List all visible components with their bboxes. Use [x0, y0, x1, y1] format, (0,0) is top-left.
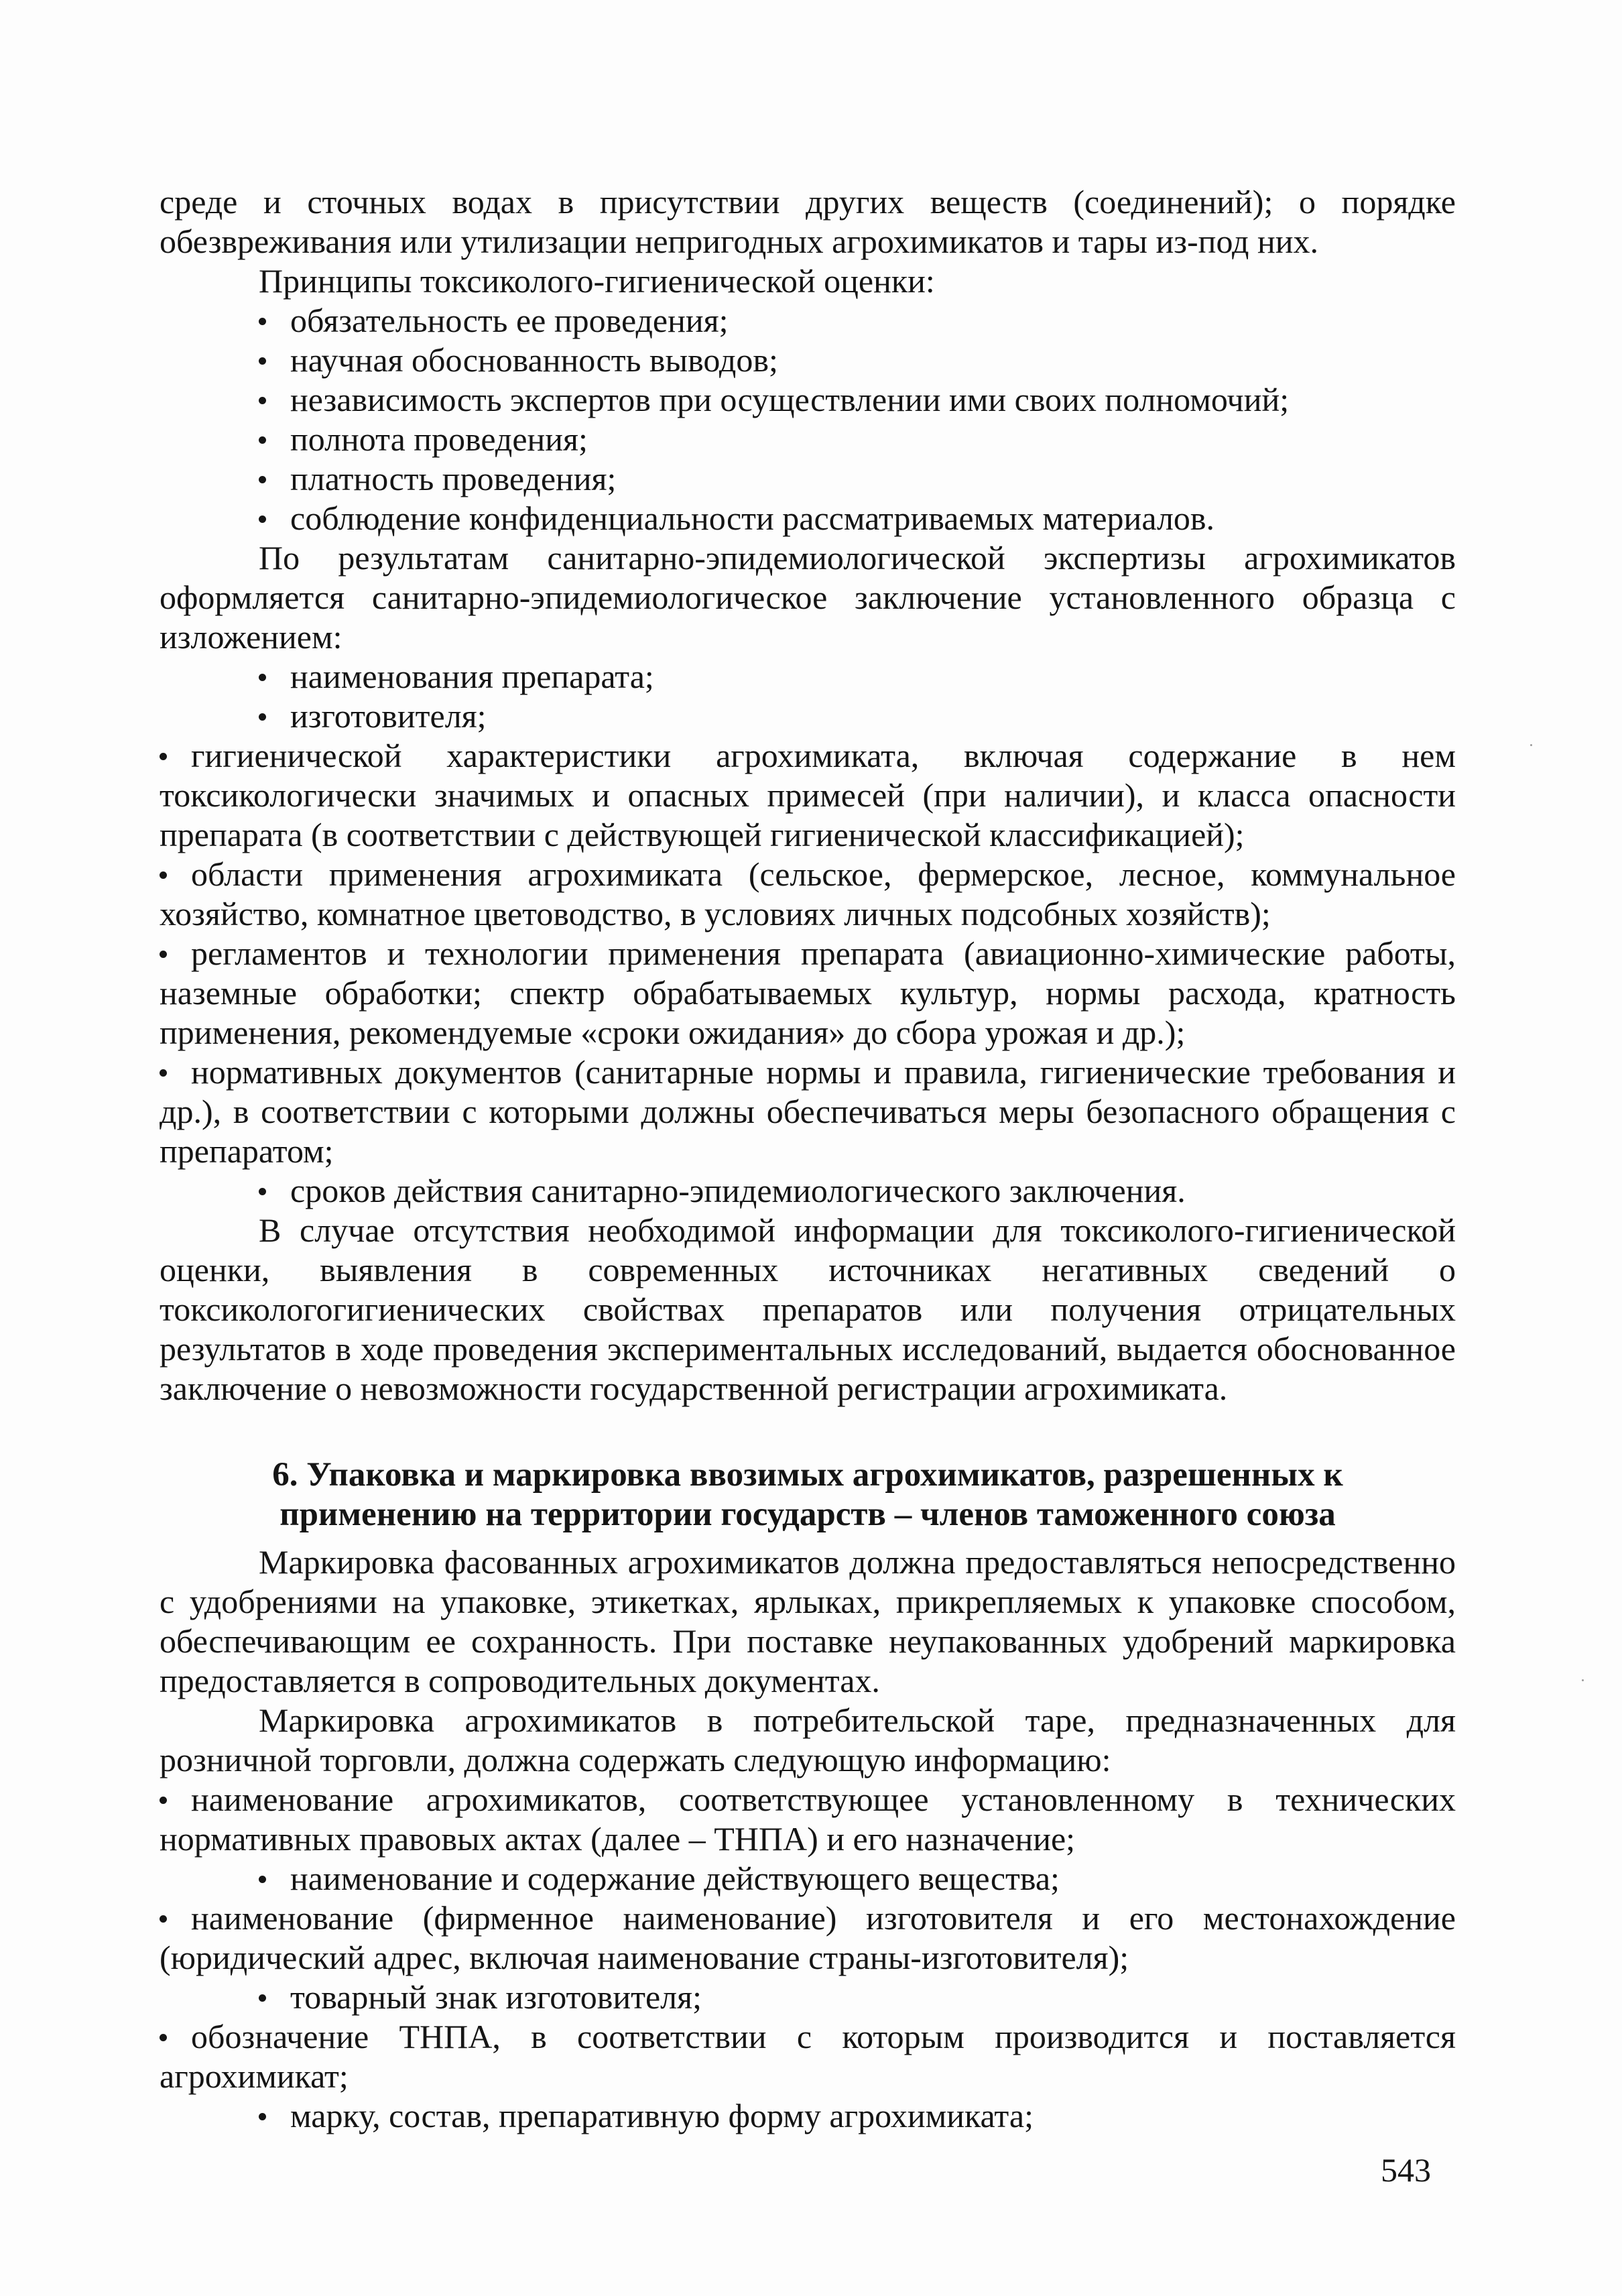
list-item: наименование (фирменное наименование) изготовителя и его местонахождение (юридический адрес, включая наименование страны-изготовителя); — [160, 1899, 1456, 1976]
list-item: марку, состав, препаративную форму агрохимиката; — [160, 2096, 1456, 2136]
list-item: обязательность ее проведения; — [160, 301, 1456, 341]
bullet-icon — [259, 357, 266, 365]
list-item: области применения агрохимиката (сельское, фермерское, лесное, коммунальное хозяйство, комнатное цветоводство, в условиях личных подсобных хозяйств); — [160, 855, 1456, 932]
list-item: независимость экспертов при осуществлении ими своих полномочий; — [160, 380, 1456, 420]
list-item: нормативных документов (санитарные нормы и правила, гигиенические требования и др.), в соответствии с которыми должны обеспечиваться меры безопасного обращения с препаратом; — [160, 1053, 1456, 1170]
bullet-icon — [259, 1188, 266, 1195]
bullet-icon — [160, 1069, 167, 1077]
list-item: товарный знак изготовителя; — [160, 1978, 1456, 2017]
paragraph: Маркировка фасованных агрохимикатов должна предоставляться непосредственно с удобрениями на упаковке, этикетках, ярлыках, прикрепляемых к упаковке способом, обеспечивающим ее сохранность. При поставке неупакованных удобрений маркировка предоставляется в сопроводительных документах. — [160, 1543, 1456, 1699]
bullet-icon — [160, 1797, 167, 1804]
page-number: 543 — [1381, 2151, 1431, 2189]
bullet-icon — [259, 674, 266, 681]
paragraph: Маркировка агрохимикатов в потребительской таре, предназначенных для розничной торговли, должна содержать следующую информацию: — [160, 1701, 1456, 1778]
section-heading-line: применению на территории государств – членов таможенного союза — [279, 1496, 1336, 1533]
bullet-icon — [259, 436, 266, 444]
bullet-icon — [160, 871, 167, 879]
paragraph: Принципы токсиколого-гигиенической оценки: — [259, 262, 935, 300]
bullet-icon — [259, 2113, 266, 2120]
list-item: соблюдение конфиденциальности рассматриваемых материалов. — [160, 499, 1456, 538]
list-item: полнота проведения; — [160, 420, 1456, 459]
list-item: сроков действия санитарно-эпидемиологического заключения. — [160, 1171, 1456, 1211]
list-item: наименование и содержание действующего вещества; — [160, 1859, 1456, 1898]
list-item: наименования препарата; — [160, 657, 1456, 697]
page-body — [160, 182, 1456, 2136]
conclusion-list — [160, 657, 1456, 1211]
bullet-icon — [259, 397, 266, 404]
list-item: научная обоснованность выводов; — [160, 341, 1456, 380]
section-heading-line: 6. Упаковка и маркировка ввозимых агрохимикатов, разрешенных к — [272, 1456, 1343, 1494]
bullet-icon — [259, 516, 266, 523]
bullet-icon — [259, 1994, 266, 2002]
bullet-icon — [160, 1915, 167, 1923]
scan-speck — [1530, 744, 1532, 746]
bullet-icon — [259, 476, 266, 483]
list-item: изготовителя; — [160, 697, 1456, 736]
bullet-icon — [259, 318, 266, 325]
list-item: регламентов и технологии применения препарата (авиационно-химические работы, наземные обработки; спектр обрабатываемых культур, нормы расхода, кратность применения, рекомендуемые «сроки ожидания» до сбора урожая и др.); — [160, 934, 1456, 1051]
bullet-icon — [160, 951, 167, 958]
principles-list — [160, 301, 1456, 538]
bullet-icon — [259, 713, 266, 721]
list-item: гигиенической характеристики агрохимиката, включая содержание в нем токсикологически значимых и опасных примесей (при наличии), и класса опасности препарата (в соответствии с действующей гигиенической классификацией); — [160, 737, 1456, 853]
section-heading — [160, 1455, 1456, 1534]
scan-speck — [1582, 1679, 1584, 1681]
list-item: наименование агрохимикатов, соответствующее установленному в технических нормативных правовых актах (далее – ТНПА) и его назначение; — [160, 1780, 1456, 1858]
list-item: платность проведения; — [160, 459, 1456, 499]
paragraph: По результатам санитарно-эпидемиологической экспертизы агрохимикатов оформляется санитарно-эпидемиологическое заключение установленного образца с изложением: — [160, 539, 1456, 656]
list-item: обозначение ТНПА, в соответствии с которым производится и поставляется агрохимикат; — [160, 2018, 1456, 2095]
bullet-icon — [160, 2034, 167, 2041]
bullet-icon — [259, 1876, 266, 1883]
bullet-icon — [160, 753, 167, 760]
labeling-list — [160, 1780, 1456, 2136]
paragraph: В случае отсутствия необходимой информации для токсиколого-гигиенической оценки, выявления в современных источниках негативных сведений о токсикологогигиенических свойствах препаратов или получения отрицательных результатов в ходе проведения экспериментальных исследований, выдается обоснованное заключение о невозможности государственной регистрации агрохимиката. — [160, 1211, 1456, 1407]
paragraph: среде и сточных водах в присутствии других веществ (соединений); о порядке обезвреживания или утилизации непригодных агрохимикатов и тары из-под них. — [160, 183, 1456, 260]
